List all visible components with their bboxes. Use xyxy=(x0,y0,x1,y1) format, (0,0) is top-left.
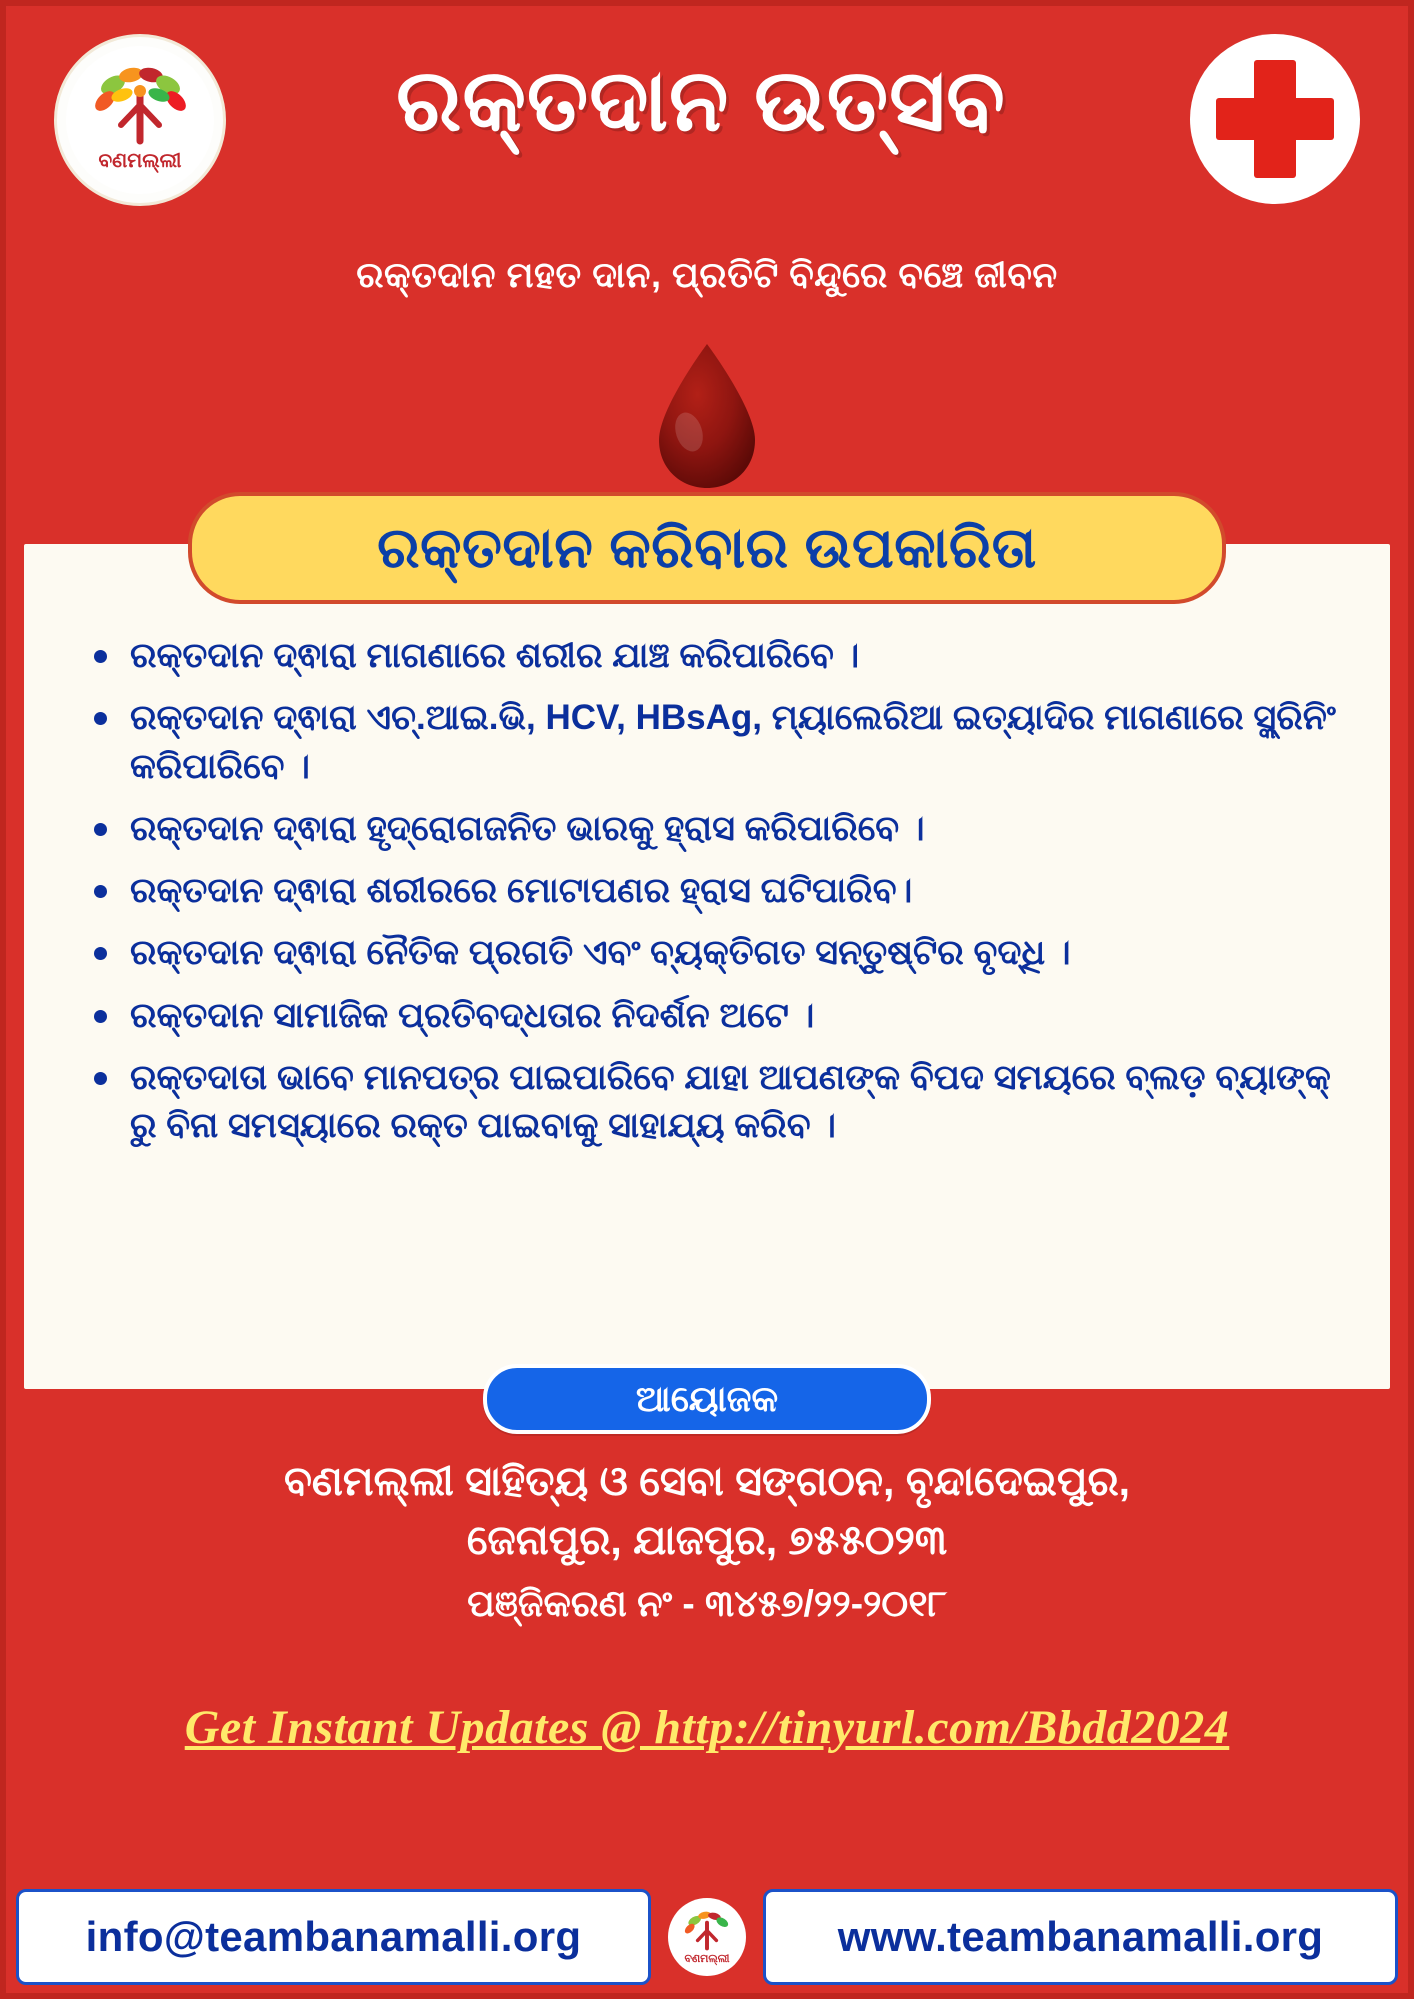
benefits-card xyxy=(24,516,1390,1389)
footer-email-text: info@teambanamalli.org xyxy=(85,1913,582,1960)
poster-header xyxy=(6,6,1408,256)
blood-drop-icon xyxy=(6,336,1408,476)
red-cross-icon xyxy=(1190,34,1360,204)
banamalli-tree-logo-small xyxy=(659,1889,755,1985)
footer-website[interactable] xyxy=(763,1889,1398,1985)
list-item: ରକ୍ତଦାନ ଦ୍ଵାରା ନୈତିକ ପ୍ରଗତି ଏବଂ ବ୍ୟକ୍ତିଗତ ସନ୍ତୁଷ୍ଟିର ବୃଦ୍ଧି । xyxy=(88,929,1338,977)
organizer-registration: ପଞ୍ଜିକରଣ ନଂ - ୩୪୫୭/୨୨-୨୦୧୮ xyxy=(467,1582,947,1624)
svg-text:ବଣମଲ୍ଲୀ: ବଣମଲ୍ଲୀ xyxy=(98,150,182,172)
poster-footer xyxy=(6,1867,1408,1993)
benefits-heading: ରକ୍ତଦାନ କରିବାର ଉପକାରିତା xyxy=(377,516,1037,579)
organizer-badge xyxy=(483,1364,931,1434)
banamalli-tree-logo xyxy=(54,34,226,206)
benefits-heading-banner xyxy=(188,492,1226,604)
list-item: ରକ୍ତଦାନ ଦ୍ଵାରା ମାଗଣାରେ ଶରୀର ଯାଞ୍ଚ କରିପାରିବେ । xyxy=(88,632,1338,680)
footer-email[interactable] xyxy=(16,1889,651,1985)
benefits-list xyxy=(24,544,1390,1151)
svg-text:ବଣମଲ୍ଲୀ: ବଣମଲ୍ଲୀ xyxy=(684,1953,730,1966)
list-item: ରକ୍ତଦାନ ଦ୍ଵାରା ଏଚ୍.ଆଇ.ଭି, HCV, HBsAg, ମ୍ୟାଲେରିଆ ଇତ୍ୟାଦିର ମାଗଣାରେ ସ୍କ୍ରିନିଂ କରିପାରିବେ । xyxy=(88,694,1338,791)
organizer-line-2: ଜେନାପୁର, ଯାଜପୁର, ୭୫୫୦୨୩ xyxy=(466,1517,948,1564)
list-item: ରକ୍ତଦାନ ଦ୍ଵାରା ହୃଦ୍‌ରୋଗଜନିତ ଭାରକୁ ହ୍ରାସ କରିପାରିବେ । xyxy=(88,805,1338,853)
list-item: ରକ୍ତଦାନ ସାମାଜିକ ପ୍ରତିବଦ୍ଧତାର ନିଦର୍ଶନ ଅଟେ । xyxy=(88,992,1338,1040)
instant-updates-link[interactable]: Get Instant Updates @ http://tinyurl.com/Bbdd2024 xyxy=(184,1701,1230,1754)
organizer-line-1: ବଣମଲ୍ଲୀ ସାହିତ୍ୟ ଓ ସେବା ସଙ୍ଗଠନ, ବୃନ୍ଦାଦେଇପୁର, xyxy=(283,1458,1131,1504)
list-item: ରକ୍ତଦାତା ଭାବେ ମାନପତ୍ର ପାଇପାରିବେ ଯାହା ଆପଣଙ୍କ ବିପଦ ସମୟରେ ବ୍ଲଡ଼ ବ୍ୟାଙ୍କ୍ ରୁ ବିନା ସମସ୍ୟାରେ ରକ୍ତ ପାଇବାକୁ ସାହାଯ୍ୟ କରିବ । xyxy=(88,1054,1338,1151)
organizer-details xyxy=(6,1454,1408,1636)
organizer-label: ଆୟୋଜକ xyxy=(635,1377,779,1419)
list-item: ରକ୍ତଦାନ ଦ୍ଵାରା ଶରୀରରେ ମୋଟାପଣର ହ୍ରାସ ଘଟିପାରିବ। xyxy=(88,867,1338,915)
page-title: ରକ୍ତଦାନ ଉତ୍ସବ xyxy=(396,53,1006,149)
footer-website-text: www.teambanamalli.org xyxy=(837,1913,1324,1960)
poster-subtitle: ରକ୍ତଦାନ ମହତ ଦାନ, ପ୍ରତିଟି ବିନ୍ଦୁରେ ବଞ୍ଚେ ଜୀବନ xyxy=(356,254,1058,295)
